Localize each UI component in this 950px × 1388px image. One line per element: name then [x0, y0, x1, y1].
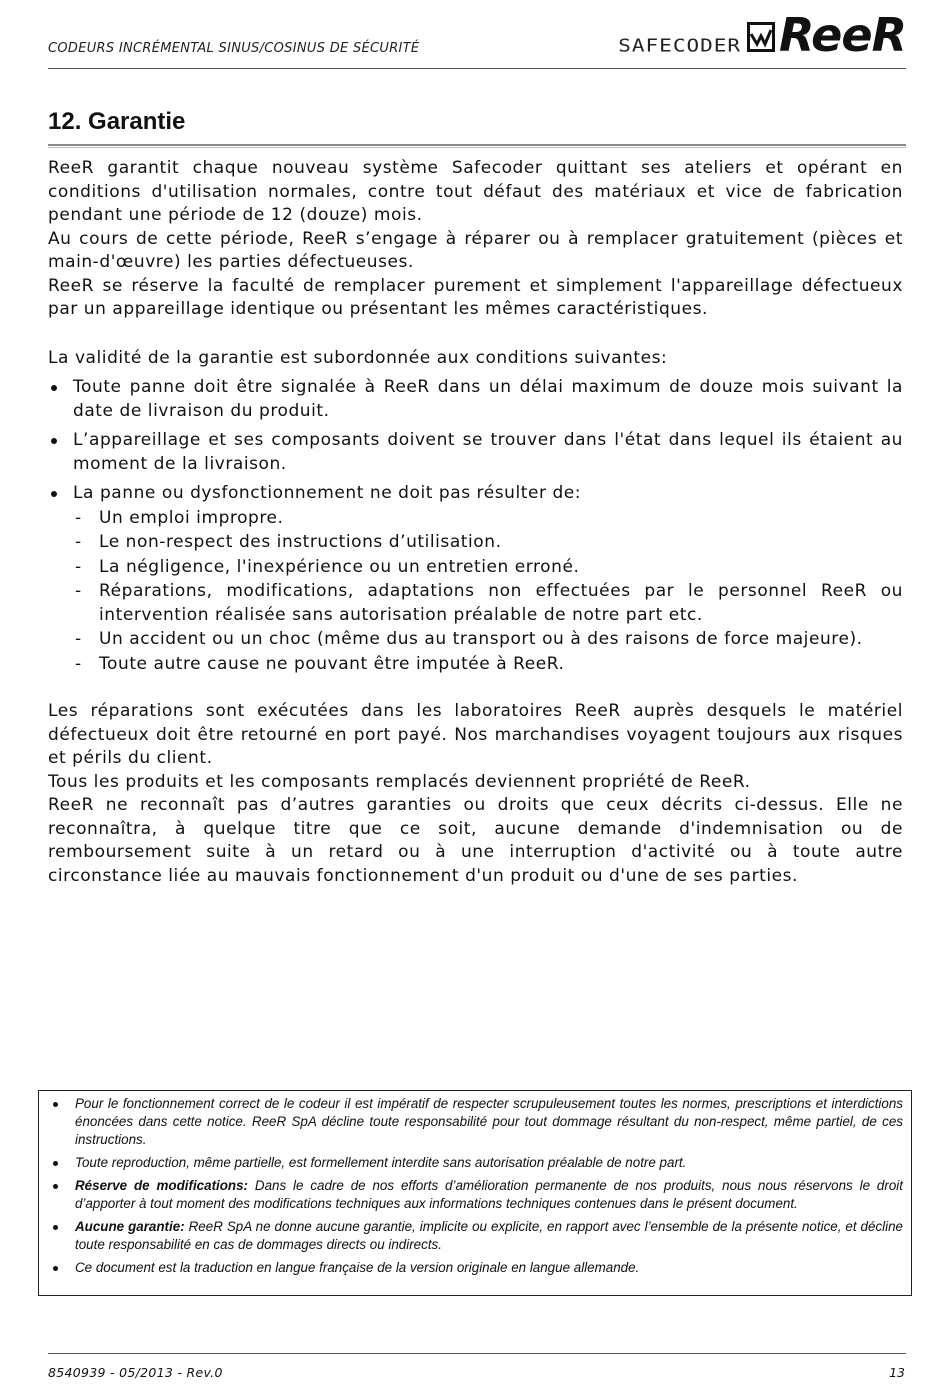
list-item: Toute panne doit être signalée à ReeR dans un délai maximum de douze mois suivant la date de livraison du produit.: [48, 376, 903, 423]
list-item: - Un accident ou un choc (même dus au transport ou à des raisons de force majeure).: [75, 629, 863, 649]
header-divider: [48, 68, 906, 69]
exclusions-list: [48, 507, 903, 677]
paragraph: ReeR se réserve la faculté de remplacer purement et simplement l'appareillage défectueux par un appareillage identique ou présentant les mêmes caractéristiques.: [48, 275, 903, 319]
title-divider: [48, 144, 906, 148]
legal-notice-box: [38, 1090, 912, 1296]
list-item: Toute reproduction, même partielle, est formellement interdite sans autorisation préalable de notre part.: [49, 1154, 903, 1172]
list-item: Ce document est la traduction en langue française de la version originale en langue allemande.: [49, 1259, 903, 1277]
page-number: 13: [889, 1365, 905, 1380]
bullet-icon: [53, 1225, 58, 1230]
conditions-list: [48, 376, 903, 676]
bullet-icon: [51, 385, 57, 391]
list-item: - Le non-respect des instructions d’utilisation.: [75, 532, 502, 552]
bullet-icon: [53, 1184, 58, 1189]
list-item: La panne ou dysfonctionnement ne doit pas résulter de: - Un emploi impropre. - Le non-respect des instructions d’utilisation. - La négligence, l'inexpérience ou un entretien erroné. - Réparations, modifications, adaptations non effectuées par le personnel ReeR ou intervention réalisée sans autorisation préalable de notre part etc. - Un accident ou un choc (même dus au transport ou à des raisons de force majeure). - Toute autre cause ne pouvant être imputée à ReeR.: [48, 482, 903, 676]
logo-product-name: SAFECODER: [618, 35, 742, 56]
bullet-icon: [53, 1102, 58, 1107]
paragraph: Tous les produits et les composants remplacés deviennent propriété de ReeR.: [48, 771, 751, 792]
footer-divider: [48, 1353, 906, 1354]
bullet-icon: [53, 1266, 58, 1271]
logo-brand-name: ReeR: [779, 8, 906, 62]
section-title: 12. Garantie: [48, 108, 186, 135]
list-item: - Toute autre cause ne pouvant être imputée à ReeR.: [75, 653, 565, 674]
reer-logo-icon: [747, 22, 775, 52]
bullet-icon: [51, 491, 57, 497]
bullet-icon: [53, 1161, 58, 1166]
list-item: L’appareillage et ses composants doivent se trouver dans l'état dans lequel ils étaient au moment de la livraison.: [48, 429, 903, 476]
paragraph: ReeR garantit chaque nouveau système Safecoder quittant ses ateliers et opérant en conditions d'utilisation normales, contre tout défaut des matériaux et vice de fabrication pendant une période de 12 (douze) mois.: [48, 158, 903, 225]
paragraph: Les réparations sont exécutées dans les laboratoires ReeR auprès desquels le matériel défectueux doit être retourné en port payé. Nos marchandises voyagent toujours aux risques et périls du client.: [48, 701, 903, 768]
bullet-icon: [51, 438, 57, 444]
list-item: - Un emploi impropre.: [75, 507, 284, 528]
conditions-intro: La validité de la garantie est subordonnée aux conditions suivantes:: [48, 347, 668, 368]
list-item: - La négligence, l'inexpérience ou un entretien erroné.: [75, 556, 580, 577]
page-header: [48, 0, 906, 70]
paragraph: ReeR ne reconnaît pas d’autres garanties ou droits que ceux décrits ci-dessus. Elle ne reconnaîtra, à quelque titre que ce soit, aucune demande d'indemnisation ou de remboursement suite à un retard ou à une interruption d'activité ou à toute autre circonstance liée au mauvais fonctionnement d'un produit ou d'une de ses parties.: [48, 795, 903, 886]
list-item: - Réparations, modifications, adaptations non effectuées par le personnel ReeR ou intervention réalisée sans autorisation préalable de notre part etc.: [75, 581, 903, 625]
document-reference: 8540939 - 05/2013 - Rev.0: [48, 1365, 223, 1380]
list-item: Aucune garantie: ReeR SpA ne donne aucune garantie, implicite ou explicite, en rapport avec l’ensemble de la présente notice, et décline toute responsabilité en cas de dommages directs ou indirects.: [49, 1218, 903, 1254]
list-item: Pour le fonctionnement correct de le codeur il est impératif de respecter scrupuleusement toutes les normes, prescriptions et interdictions énoncées dans cette notice. ReeR SpA décline toute responsabilité pour tout dommage résultant du non-respect, même partiel, de ces instructions.: [49, 1095, 903, 1149]
brand-logo: [618, 6, 906, 62]
list-item: Réserve de modifications: Dans le cadre de nos efforts d’amélioration permanente de nos produits, nous nous réservons le droit d’apporter à tout moment des modifications techniques aux informations techniques contenues dans le présent document.: [49, 1177, 903, 1213]
warranty-body: [48, 157, 903, 888]
header-title: CODEURS INCRÉMENTAL SINUS/COSINUS DE SÉCURITÉ: [48, 41, 420, 56]
paragraph: Au cours de cette période, ReeR s’engage à réparer ou à remplacer gratuitement (pièces et main-d'œuvre) les parties défectueuses.: [48, 228, 903, 272]
